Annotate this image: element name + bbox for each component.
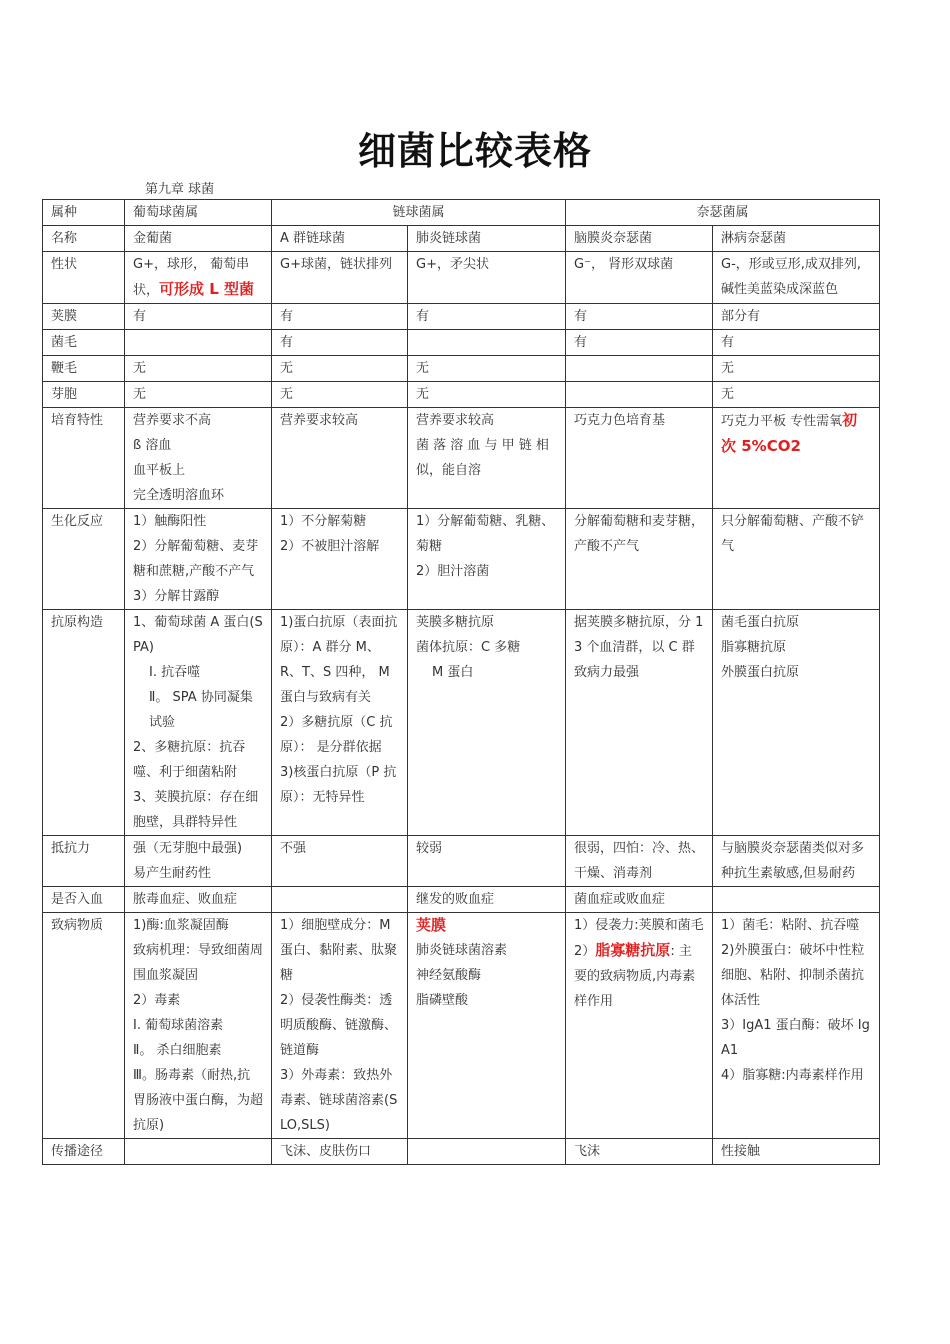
table-row-genus	[43, 200, 880, 226]
table-cell	[408, 408, 566, 509]
table-cell: 飞沫	[566, 1139, 713, 1165]
table-cell: 脓毒血症、败血症	[125, 887, 272, 913]
table-cell: G-，形或豆形,成双排列,碱性美蓝染成深蓝色	[713, 252, 880, 304]
cell-line: 强（无芽胞中最强)	[133, 841, 243, 856]
table-cell: G+球菌，链状排列	[272, 252, 408, 304]
cell-line: Ⅱ。 SPA 协同凝集试验	[149, 690, 253, 730]
table-cell: 无	[272, 382, 408, 408]
cell-line: 1)酶:血浆凝固酶	[133, 918, 229, 933]
cell-line: 3）IgA1 蛋白酶：破坏 IgA1	[721, 1018, 870, 1058]
cell-line: 2）胆汁溶菌	[416, 564, 490, 579]
table-row-biochem	[43, 509, 880, 610]
cell-line: 菌毛蛋白抗原	[721, 615, 800, 630]
row-label: 名称	[43, 226, 125, 252]
row-label: 抵抗力	[43, 836, 125, 887]
cell-line: 易产生耐药性	[133, 866, 212, 881]
cell-line: 脂磷壁酸	[416, 993, 469, 1008]
table-cell	[408, 1139, 566, 1165]
comparison-table	[42, 199, 880, 1165]
cell-line: 1)蛋白抗原（表面抗原）：A 群分 M、R、T、S 四种， M 蛋白与致病有关	[280, 615, 398, 705]
table-row-blood	[43, 887, 880, 913]
table-cell: 很弱，四怕：冷、热、干燥、消毒剂	[566, 836, 713, 887]
table-cell	[713, 913, 880, 1139]
page-title: 细菌比较表格	[357, 129, 592, 173]
row-label: 致病物质	[43, 913, 125, 1139]
table-cell: 有	[272, 304, 408, 330]
cell-line: 3、荚膜抗原：存在细胞壁，具群特异性	[133, 790, 259, 830]
cell-text: 巧克力平板 专性需氧	[721, 414, 843, 429]
table-cell: 只分解葡萄糖、产酸不铲气	[713, 509, 880, 610]
cell-line: ß 溶血	[133, 438, 172, 453]
table-cell: 巧克力色培育基	[566, 408, 713, 509]
cell-line: 2、多糖抗原：抗吞噬、利于细菌粘附	[133, 740, 246, 780]
chapter-label: 第九章 球菌	[145, 182, 215, 197]
row-label: 培育特性	[43, 408, 125, 509]
table-row-flagella	[43, 356, 880, 382]
cell-line: 2)外膜蛋白：破坏中性粒细胞、粘附、抑制杀菌抗体活性	[721, 943, 865, 1008]
table-cell: G⁻， 肾形双球菌	[566, 252, 713, 304]
cell-text: 2）	[574, 944, 596, 959]
cell-line: 1）菌毛：粘附、抗吞噬	[721, 918, 860, 933]
table-cell: 菌血症或败血症	[566, 887, 713, 913]
cell-line: 菌体抗原：C 多糖	[416, 640, 521, 655]
table-row-capsule	[43, 304, 880, 330]
table-cell	[272, 509, 408, 610]
cell-line: Ⅲ。肠毒素（耐热,抗胃肠液中蛋白酶，为超抗原)	[133, 1068, 264, 1133]
table-cell	[566, 356, 713, 382]
cell-line: 致病机理：导致细菌周围血浆凝固	[133, 943, 264, 983]
table-cell	[408, 610, 566, 836]
row-label: 传播途径	[43, 1139, 125, 1165]
cell-line: M 蛋白	[432, 665, 474, 680]
table-cell: 与脑膜炎奈瑟菌类似对多种抗生素敏感,但易耐药	[713, 836, 880, 887]
genus-neisseria: 奈瑟菌属	[566, 200, 880, 226]
table-cell	[408, 330, 566, 356]
row-label: 抗原构造	[43, 610, 125, 836]
table-cell: 性接触	[713, 1139, 880, 1165]
table-cell	[272, 610, 408, 836]
table-row-transmission	[43, 1139, 880, 1165]
row-label: 是否入血	[43, 887, 125, 913]
cell-line: 2）毒素	[133, 993, 181, 1008]
table-cell: 据荚膜多糖抗原，分 13 个血清群，以 C 群致病力最强	[566, 610, 713, 836]
cell-line: 神经氨酸酶	[416, 968, 482, 983]
cell-line: 3）外毒素：致热外毒素、链球菌溶素(SLO,SLS)	[280, 1068, 398, 1133]
cell-line: 脂寡糖抗原	[721, 640, 787, 655]
table-cell: 有	[408, 304, 566, 330]
table-cell	[272, 913, 408, 1139]
table-cell: 有	[713, 330, 880, 356]
table-cell	[566, 382, 713, 408]
table-cell	[713, 887, 880, 913]
cell-line: 2）分解葡萄糖、麦芽糖和蔗糖,产酸不产气	[133, 539, 259, 579]
table-cell	[125, 610, 272, 836]
table-cell	[408, 509, 566, 610]
table-cell: 不强	[272, 836, 408, 887]
row-label: 菌毛	[43, 330, 125, 356]
table-cell: 继发的败血症	[408, 887, 566, 913]
table-cell: 有	[272, 330, 408, 356]
cell-line: 1）触酶阳性	[133, 514, 207, 529]
cell-line: 3)核蛋白抗原（P 抗原）：无特异性	[280, 765, 397, 805]
table-row-antigen	[43, 610, 880, 836]
row-label: 荚膜	[43, 304, 125, 330]
cell-line: 1）分解葡萄糖、乳糖、菊糖	[416, 514, 555, 554]
cell-line: Ⅰ. 葡萄球菌溶素	[133, 1018, 224, 1033]
genus-staph: 葡萄球菌属	[125, 200, 272, 226]
table-row-name	[43, 226, 880, 252]
table-cell: 脑膜炎奈瑟菌	[566, 226, 713, 252]
row-label: 鞭毛	[43, 356, 125, 382]
cell-line: Ⅱ。 杀白细胞素	[133, 1043, 222, 1058]
table-cell: 无	[272, 356, 408, 382]
table-cell: 金葡菌	[125, 226, 272, 252]
genus-strep: 链球菌属	[272, 200, 566, 226]
table-cell	[408, 913, 566, 1139]
table-cell: 营养要求较高	[272, 408, 408, 509]
table-cell: 无	[408, 356, 566, 382]
table-row-resistance	[43, 836, 880, 887]
table-cell: 肺炎链球菌	[408, 226, 566, 252]
table-row-culture	[43, 408, 880, 509]
table-cell	[125, 836, 272, 887]
table-cell: 无	[713, 382, 880, 408]
table-cell: 分解葡萄糖和麦芽糖，产酸不产气	[566, 509, 713, 610]
table-row-virulence	[43, 913, 880, 1139]
highlight-text: 可形成 L 型菌	[159, 280, 255, 298]
cell-line: 肺炎链球菌溶素	[416, 943, 508, 958]
cell-line: 1）侵袭力:荚膜和菌毛	[574, 918, 704, 933]
cell-line: 完全透明溶血环	[133, 488, 225, 503]
table-row-spore	[43, 382, 880, 408]
highlight-text: 脂寡糖抗原	[595, 941, 671, 959]
cell-line: 营养要求较高	[416, 413, 495, 428]
cell-line: 2）不被胆汁溶解	[280, 539, 380, 554]
table-cell: 有	[566, 330, 713, 356]
cell-line: 菌 落 溶 血 与 甲 链 相似，能自溶	[416, 438, 549, 478]
cell-line: 2）侵袭性酶类：透明质酸酶、链激酶、链道酶	[280, 993, 398, 1058]
table-row-shape	[43, 252, 880, 304]
table-cell: A 群链球菌	[272, 226, 408, 252]
cell-line: 外膜蛋白抗原	[721, 665, 800, 680]
table-cell	[125, 913, 272, 1139]
highlight-text: 初次 5%CO2	[721, 411, 858, 455]
table-cell: 部分有	[713, 304, 880, 330]
table-row-pili	[43, 330, 880, 356]
cell-text: : 主要的致病物质,内毒素样作用	[574, 944, 696, 1009]
table-cell	[272, 887, 408, 913]
cell-line: 3）分解甘露醇	[133, 589, 220, 604]
table-cell: 较弱	[408, 836, 566, 887]
table-cell: 无	[125, 356, 272, 382]
table-cell: 有	[566, 304, 713, 330]
cell-line: Ⅰ. 抗吞噬	[149, 665, 201, 680]
table-cell	[713, 610, 880, 836]
table-cell: 有	[125, 304, 272, 330]
table-cell	[713, 408, 880, 509]
table-cell: 飞沫、皮肤伤口	[272, 1139, 408, 1165]
cell-line: 荚膜多糖抗原	[416, 615, 495, 630]
cell-line: 1）不分解菊糖	[280, 514, 367, 529]
cell-line: 4）脂寡糖:内毒素样作用	[721, 1068, 864, 1083]
highlight-text: 荚膜	[416, 916, 447, 934]
table-cell: 淋病奈瑟菌	[713, 226, 880, 252]
table-cell	[566, 913, 713, 1139]
row-label: 芽胞	[43, 382, 125, 408]
row-label: 属种	[43, 200, 125, 226]
table-cell	[125, 252, 272, 304]
table-cell: 无	[125, 382, 272, 408]
table-cell	[125, 509, 272, 610]
cell-line: 营养要求不高	[133, 413, 212, 428]
table-cell	[125, 1139, 272, 1165]
table-cell	[125, 408, 272, 509]
cell-line: 1）细胞壁成分：M 蛋白、黏附素、肽聚糖	[280, 918, 398, 983]
cell-line: 2）多糖抗原（C 抗原）： 是分群依据	[280, 715, 393, 755]
row-label: 性状	[43, 252, 125, 304]
row-label: 生化反应	[43, 509, 125, 610]
cell-text: G+，球形， 葡萄串状，	[133, 257, 250, 298]
cell-line: 1、葡萄球菌 A 蛋白(SPA)	[133, 615, 263, 655]
table-cell	[125, 330, 272, 356]
cell-line: 血平板上	[133, 463, 186, 478]
table-cell: 无	[408, 382, 566, 408]
table-cell: G+，矛尖状	[408, 252, 566, 304]
table-cell: 无	[713, 356, 880, 382]
